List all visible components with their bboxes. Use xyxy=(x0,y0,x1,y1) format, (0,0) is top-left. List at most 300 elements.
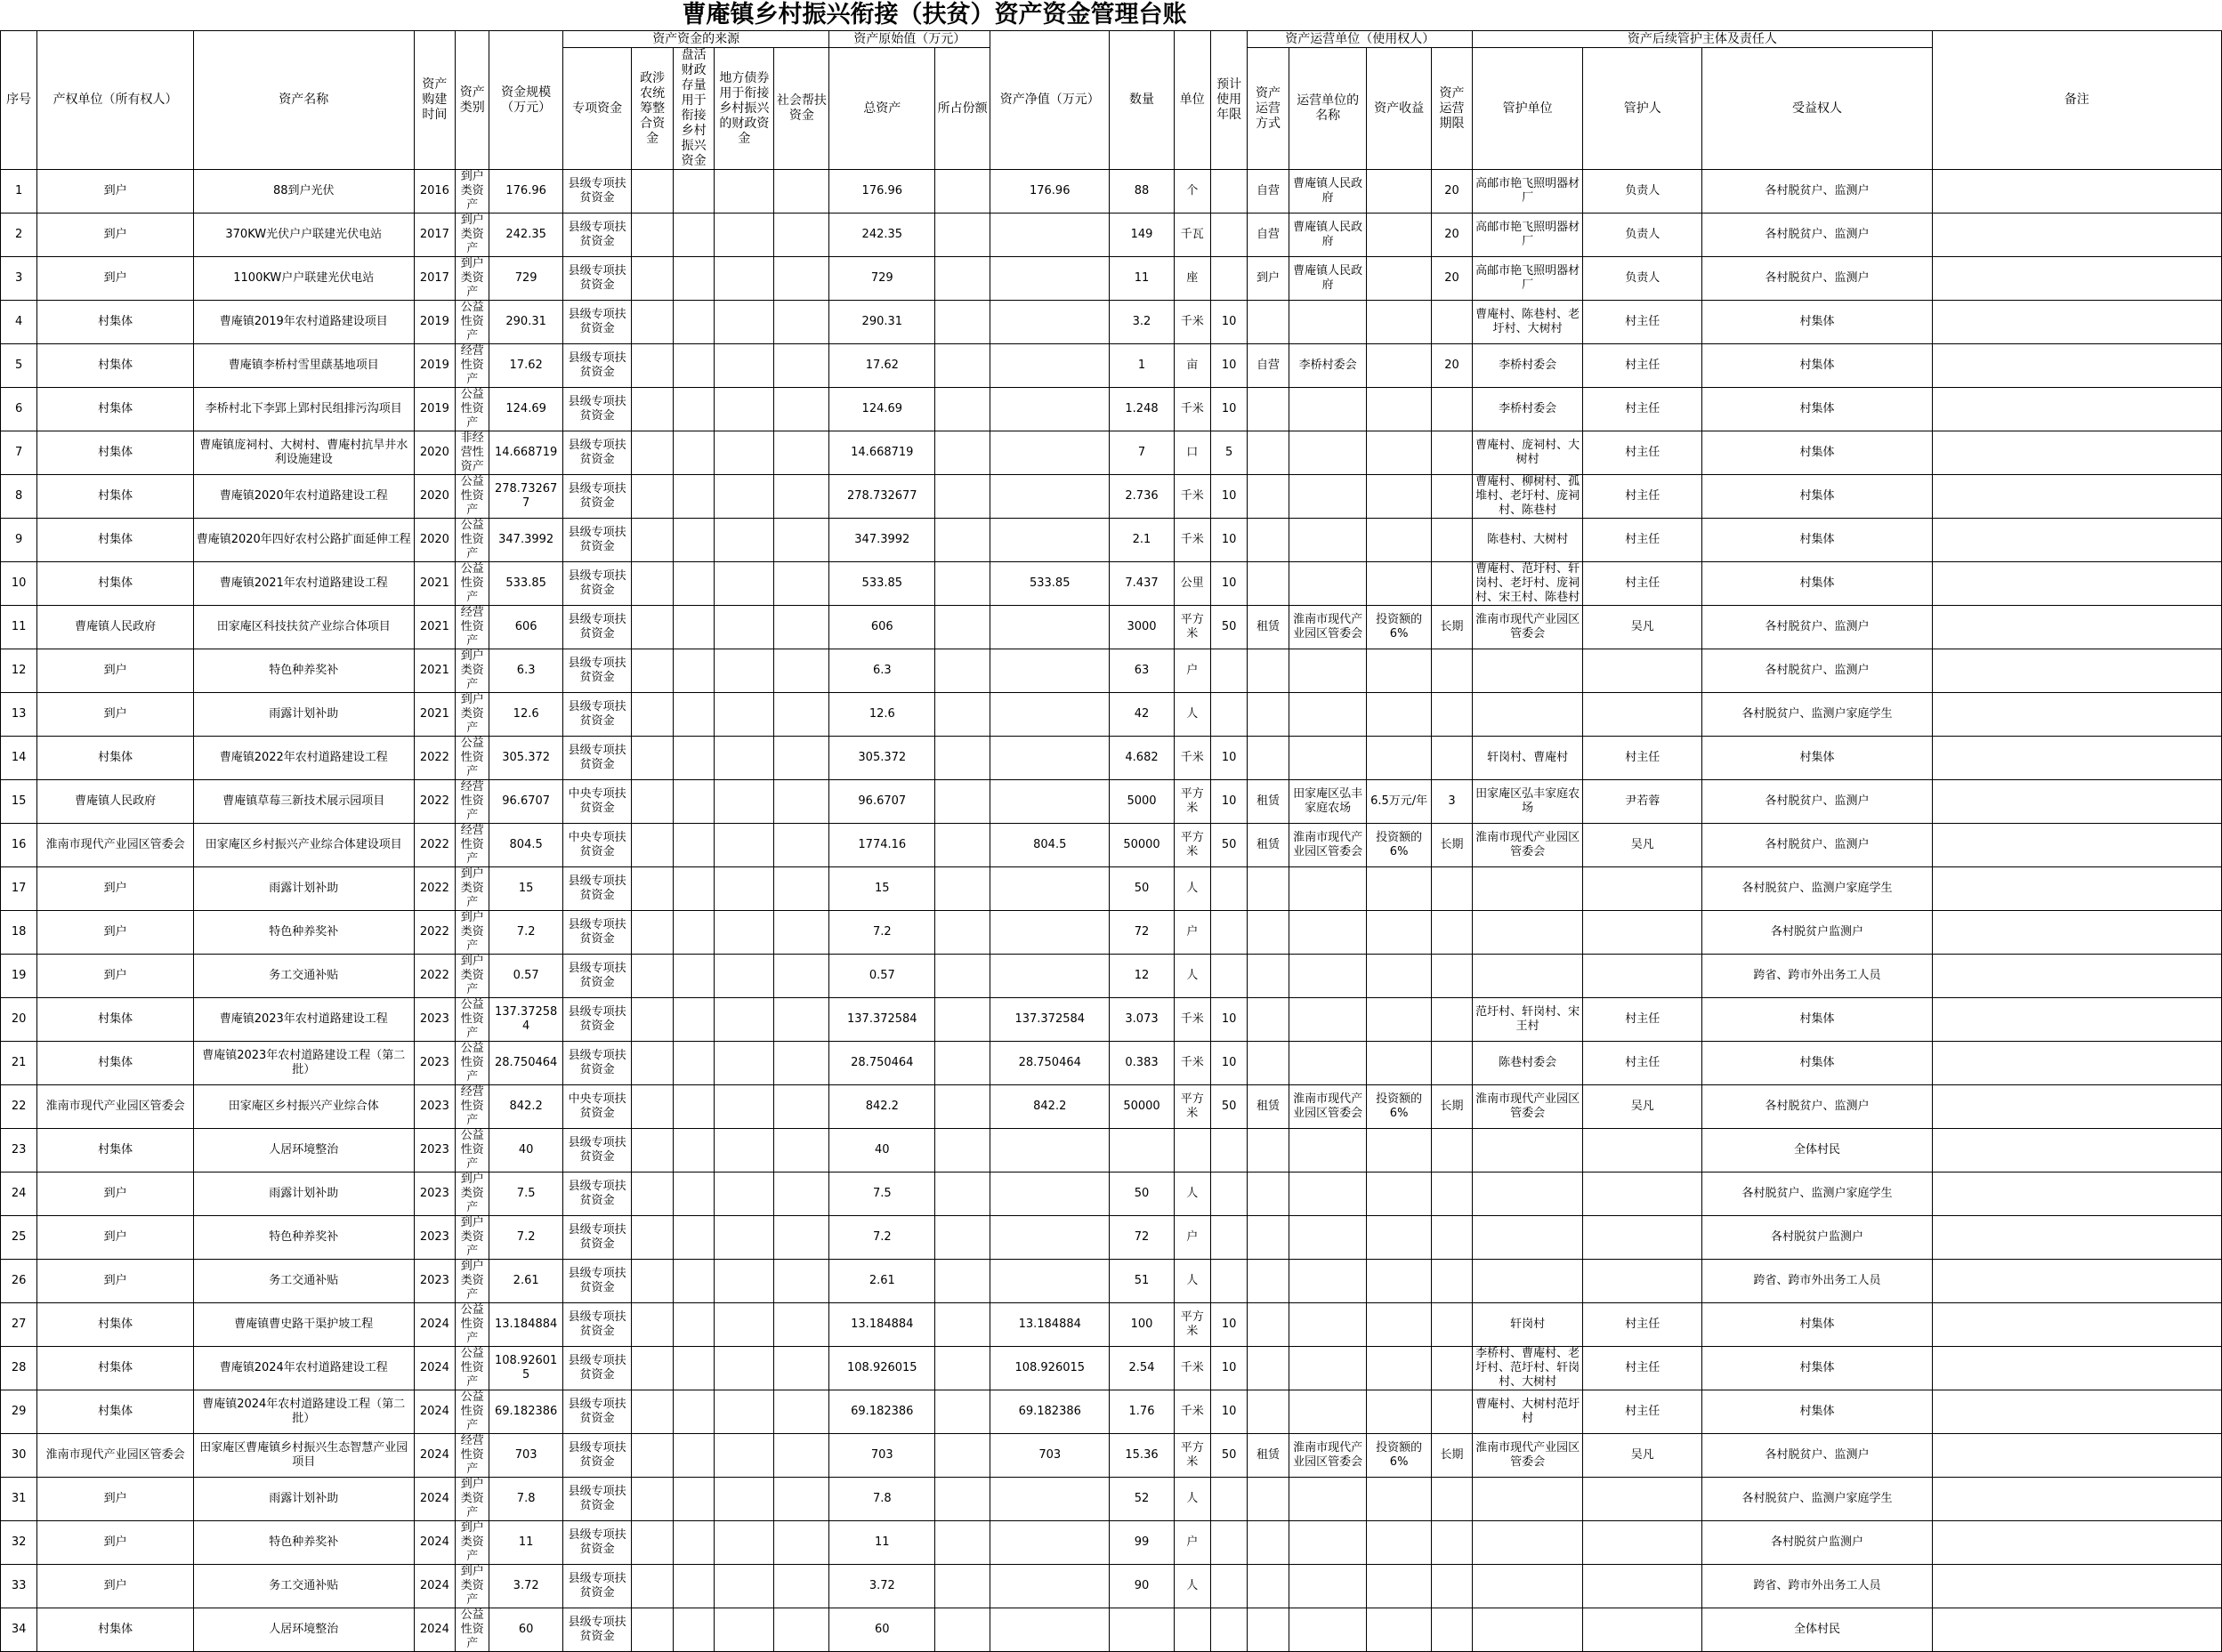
cell-local-bond xyxy=(715,1216,774,1260)
cell-maint-person xyxy=(1583,1478,1702,1521)
cell-asset-name: 田家庵区科技扶贫产业综合体项目 xyxy=(193,606,414,649)
cell-asset-name: 曹庵镇李桥村雪里蕻基地项目 xyxy=(193,344,414,388)
cell-maint-unit: 曹庵村、柳树村、孤堆村、老圩村、庞祠村、陈巷村 xyxy=(1473,475,1583,519)
cell-life: 10 xyxy=(1210,344,1247,388)
cell-unit xyxy=(1174,1129,1210,1173)
cell-fund-scale: 278.732677 xyxy=(489,475,563,519)
cell-revitalize-fund xyxy=(673,388,714,431)
cell-fund-scale: 12.6 xyxy=(489,693,563,737)
cell-total-assets: 7.2 xyxy=(829,1216,935,1260)
cell-unit: 千米 xyxy=(1174,1390,1210,1434)
cell-life xyxy=(1210,170,1247,214)
cell-category: 到户类资产 xyxy=(456,1565,489,1608)
cell-quantity: 50000 xyxy=(1110,824,1174,867)
cell-category: 到户类资产 xyxy=(456,867,489,911)
cell-category: 公益性资产 xyxy=(456,998,489,1042)
cell-op-period: 长期 xyxy=(1431,824,1472,867)
cell-quantity: 50 xyxy=(1110,1173,1174,1216)
cell-op-mode: 租赁 xyxy=(1248,1434,1289,1478)
cell-agri-fund xyxy=(632,955,673,998)
cell-income xyxy=(1367,1173,1431,1216)
cell-owner: 村集体 xyxy=(37,344,194,388)
cell-local-bond xyxy=(715,737,774,780)
cell-seq: 31 xyxy=(1,1478,37,1521)
col-header-category: 资产类别 xyxy=(456,31,489,170)
cell-op-period xyxy=(1431,867,1472,911)
cell-quantity: 100 xyxy=(1110,1303,1174,1347)
col-header-fund-scale: 资金规模（万元） xyxy=(489,31,563,170)
cell-local-bond xyxy=(715,1390,774,1434)
cell-quantity: 50 xyxy=(1110,867,1174,911)
cell-remark xyxy=(1932,388,2221,431)
cell-net-value xyxy=(990,911,1110,955)
cell-year: 2024 xyxy=(414,1521,455,1565)
cell-fund-scale: 124.69 xyxy=(489,388,563,431)
cell-local-bond xyxy=(715,1303,774,1347)
cell-op-unit xyxy=(1289,519,1367,562)
cell-social-fund xyxy=(774,301,829,344)
cell-asset-name: 田家庵区乡村振兴产业综合体 xyxy=(193,1085,414,1129)
cell-op-period: 长期 xyxy=(1431,1085,1472,1129)
cell-maint-unit: 轩岗村 xyxy=(1473,1303,1583,1347)
cell-asset-name: 曹庵镇2022年农村道路建设工程 xyxy=(193,737,414,780)
cell-revitalize-fund xyxy=(673,1085,714,1129)
cell-share-amount xyxy=(935,431,990,475)
cell-year: 2021 xyxy=(414,562,455,606)
cell-maint-unit xyxy=(1473,693,1583,737)
cell-net-value xyxy=(990,649,1110,693)
cell-revitalize-fund xyxy=(673,257,714,301)
cell-social-fund xyxy=(774,780,829,824)
cell-maint-person: 村主任 xyxy=(1583,344,1702,388)
col-header-beneficiary: 受益权人 xyxy=(1702,48,1932,170)
cell-share-amount xyxy=(935,1303,990,1347)
cell-seq: 24 xyxy=(1,1173,37,1216)
cell-net-value xyxy=(990,475,1110,519)
ledger-body xyxy=(1,170,2222,1652)
cell-maint-person: 吴凡 xyxy=(1583,606,1702,649)
cell-net-value xyxy=(990,867,1110,911)
cell-owner: 到户 xyxy=(37,911,194,955)
cell-social-fund xyxy=(774,214,829,257)
cell-unit: 个 xyxy=(1174,170,1210,214)
cell-op-unit xyxy=(1289,737,1367,780)
cell-owner: 村集体 xyxy=(37,737,194,780)
cell-asset-name: 曹庵镇2024年农村道路建设工程 xyxy=(193,1347,414,1390)
cell-year: 2021 xyxy=(414,606,455,649)
cell-special-fund: 县级专项扶贫资金 xyxy=(562,606,631,649)
cell-special-fund: 县级专项扶贫资金 xyxy=(562,1260,631,1303)
cell-maint-unit: 淮南市现代产业园区管委会 xyxy=(1473,1085,1583,1129)
cell-owner: 村集体 xyxy=(37,1390,194,1434)
cell-share-amount xyxy=(935,737,990,780)
cell-seq: 21 xyxy=(1,1042,37,1085)
cell-maint-person: 负责人 xyxy=(1583,257,1702,301)
cell-life xyxy=(1210,257,1247,301)
cell-beneficiary: 各村脱贫户、监测户 xyxy=(1702,1085,1932,1129)
cell-seq: 4 xyxy=(1,301,37,344)
cell-income xyxy=(1367,257,1431,301)
cell-share-amount xyxy=(935,1521,990,1565)
cell-owner: 到户 xyxy=(37,257,194,301)
table-row xyxy=(1,867,2222,911)
cell-maint-unit: 田家庵区弘丰家庭农场 xyxy=(1473,780,1583,824)
table-row xyxy=(1,606,2222,649)
cell-unit: 平方米 xyxy=(1174,1303,1210,1347)
cell-quantity: 11 xyxy=(1110,257,1174,301)
table-row xyxy=(1,519,2222,562)
cell-asset-name: 雨露计划补助 xyxy=(193,867,414,911)
cell-owner: 到户 xyxy=(37,1216,194,1260)
cell-life: 50 xyxy=(1210,606,1247,649)
cell-total-assets: 108.926015 xyxy=(829,1347,935,1390)
cell-remark xyxy=(1932,1434,2221,1478)
cell-special-fund: 县级专项扶贫资金 xyxy=(562,1216,631,1260)
cell-total-assets: 124.69 xyxy=(829,388,935,431)
cell-year: 2023 xyxy=(414,1173,455,1216)
cell-seq: 28 xyxy=(1,1347,37,1390)
table-row xyxy=(1,562,2222,606)
cell-local-bond xyxy=(715,1173,774,1216)
cell-share-amount xyxy=(935,1085,990,1129)
cell-share-amount xyxy=(935,214,990,257)
cell-income xyxy=(1367,1478,1431,1521)
cell-revitalize-fund xyxy=(673,780,714,824)
cell-maint-unit: 陈巷村委会 xyxy=(1473,1042,1583,1085)
cell-special-fund: 县级专项扶贫资金 xyxy=(562,911,631,955)
cell-asset-name: 务工交通补贴 xyxy=(193,1260,414,1303)
cell-seq: 8 xyxy=(1,475,37,519)
cell-income xyxy=(1367,1216,1431,1260)
cell-seq: 29 xyxy=(1,1390,37,1434)
cell-remark xyxy=(1932,824,2221,867)
cell-income xyxy=(1367,519,1431,562)
cell-agri-fund xyxy=(632,1260,673,1303)
cell-seq: 20 xyxy=(1,998,37,1042)
cell-social-fund xyxy=(774,911,829,955)
cell-revitalize-fund xyxy=(673,1608,714,1652)
cell-asset-name: 田家庵区乡村振兴产业综合体建设项目 xyxy=(193,824,414,867)
cell-beneficiary: 村集体 xyxy=(1702,301,1932,344)
cell-remark xyxy=(1932,301,2221,344)
group-header-funding-source: 资产资金的来源 xyxy=(562,31,828,48)
cell-year: 2024 xyxy=(414,1390,455,1434)
cell-life: 10 xyxy=(1210,301,1247,344)
sheet-title: 曹庵镇乡村振兴衔接（扶贫）资产资金管理台账 xyxy=(682,1,1187,28)
cell-owner: 曹庵镇人民政府 xyxy=(37,780,194,824)
cell-total-assets: 1774.16 xyxy=(829,824,935,867)
col-header-year: 资产购建时间 xyxy=(414,31,455,170)
cell-owner: 到户 xyxy=(37,1173,194,1216)
cell-maint-person: 村主任 xyxy=(1583,388,1702,431)
cell-local-bond xyxy=(715,562,774,606)
cell-social-fund xyxy=(774,1565,829,1608)
cell-life: 50 xyxy=(1210,1085,1247,1129)
cell-seq: 32 xyxy=(1,1521,37,1565)
cell-net-value xyxy=(990,431,1110,475)
cell-op-period xyxy=(1431,693,1472,737)
cell-op-mode xyxy=(1248,475,1289,519)
cell-net-value xyxy=(990,780,1110,824)
cell-remark xyxy=(1932,780,2221,824)
cell-maint-person: 村主任 xyxy=(1583,737,1702,780)
cell-net-value xyxy=(990,1521,1110,1565)
cell-asset-name: 曹庵镇2021年农村道路建设工程 xyxy=(193,562,414,606)
cell-fund-scale: 96.6707 xyxy=(489,780,563,824)
cell-social-fund xyxy=(774,1173,829,1216)
cell-category: 公益性资产 xyxy=(456,562,489,606)
cell-total-assets: 7.8 xyxy=(829,1478,935,1521)
cell-op-mode: 租赁 xyxy=(1248,606,1289,649)
cell-seq: 13 xyxy=(1,693,37,737)
cell-quantity: 50000 xyxy=(1110,1085,1174,1129)
cell-op-unit xyxy=(1289,649,1367,693)
cell-asset-name: 曹庵镇2023年农村道路建设工程（第二批） xyxy=(193,1042,414,1085)
cell-revitalize-fund xyxy=(673,867,714,911)
col-header-life: 预计使用年限 xyxy=(1210,31,1247,170)
cell-maint-person xyxy=(1583,693,1702,737)
cell-op-period xyxy=(1431,519,1472,562)
cell-income xyxy=(1367,214,1431,257)
cell-net-value: 703 xyxy=(990,1434,1110,1478)
cell-revitalize-fund xyxy=(673,1303,714,1347)
cell-total-assets: 13.184884 xyxy=(829,1303,935,1347)
cell-remark xyxy=(1932,562,2221,606)
cell-maint-unit: 轩岗村、曹庵村 xyxy=(1473,737,1583,780)
cell-op-mode: 租赁 xyxy=(1248,824,1289,867)
col-header-net-value: 资产净值（万元） xyxy=(990,31,1110,170)
cell-total-assets: 96.6707 xyxy=(829,780,935,824)
cell-share-amount xyxy=(935,170,990,214)
cell-social-fund xyxy=(774,431,829,475)
cell-income xyxy=(1367,867,1431,911)
cell-unit: 千瓦 xyxy=(1174,214,1210,257)
cell-maint-person xyxy=(1583,1173,1702,1216)
cell-agri-fund xyxy=(632,388,673,431)
cell-year: 2022 xyxy=(414,780,455,824)
cell-maint-person: 负责人 xyxy=(1583,170,1702,214)
cell-life: 10 xyxy=(1210,388,1247,431)
cell-special-fund: 县级专项扶贫资金 xyxy=(562,475,631,519)
cell-seq: 12 xyxy=(1,649,37,693)
cell-agri-fund xyxy=(632,301,673,344)
cell-revitalize-fund xyxy=(673,649,714,693)
cell-year: 2024 xyxy=(414,1303,455,1347)
cell-maint-unit: 曹庵村、大树村范圩村 xyxy=(1473,1390,1583,1434)
cell-share-amount xyxy=(935,1434,990,1478)
cell-op-unit xyxy=(1289,1260,1367,1303)
cell-life: 50 xyxy=(1210,1434,1247,1478)
cell-income xyxy=(1367,1521,1431,1565)
cell-fund-scale: 7.8 xyxy=(489,1478,563,1521)
cell-op-unit xyxy=(1289,475,1367,519)
cell-local-bond xyxy=(715,693,774,737)
cell-life: 10 xyxy=(1210,475,1247,519)
cell-local-bond xyxy=(715,1042,774,1085)
cell-owner: 到户 xyxy=(37,693,194,737)
cell-op-unit: 曹庵镇人民政府 xyxy=(1289,257,1367,301)
cell-life xyxy=(1210,1260,1247,1303)
cell-op-mode xyxy=(1248,693,1289,737)
cell-unit: 千米 xyxy=(1174,1347,1210,1390)
cell-year: 2024 xyxy=(414,1434,455,1478)
cell-share-amount xyxy=(935,1478,990,1521)
cell-unit: 人 xyxy=(1174,867,1210,911)
cell-year: 2019 xyxy=(414,388,455,431)
cell-net-value xyxy=(990,1129,1110,1173)
col-header-asset-name: 资产名称 xyxy=(193,31,414,170)
cell-share-amount xyxy=(935,1129,990,1173)
cell-special-fund: 县级专项扶贫资金 xyxy=(562,1173,631,1216)
cell-total-assets: 40 xyxy=(829,1129,935,1173)
cell-revitalize-fund xyxy=(673,344,714,388)
cell-agri-fund xyxy=(632,431,673,475)
cell-share-amount xyxy=(935,824,990,867)
cell-seq: 16 xyxy=(1,824,37,867)
table-row xyxy=(1,1521,2222,1565)
cell-fund-scale: 606 xyxy=(489,606,563,649)
cell-special-fund: 中央专项扶贫资金 xyxy=(562,1085,631,1129)
cell-op-period xyxy=(1431,301,1472,344)
cell-income xyxy=(1367,344,1431,388)
cell-category: 到户类资产 xyxy=(456,214,489,257)
cell-quantity xyxy=(1110,1129,1174,1173)
cell-owner: 村集体 xyxy=(37,388,194,431)
cell-fund-scale: 533.85 xyxy=(489,562,563,606)
cell-remark xyxy=(1932,1173,2221,1216)
cell-quantity: 1 xyxy=(1110,344,1174,388)
cell-local-bond xyxy=(715,1521,774,1565)
cell-year: 2017 xyxy=(414,214,455,257)
cell-seq: 11 xyxy=(1,606,37,649)
cell-category: 公益性资产 xyxy=(456,1303,489,1347)
cell-beneficiary: 各村脱贫户、监测户 xyxy=(1702,1434,1932,1478)
cell-life xyxy=(1210,911,1247,955)
cell-year: 2022 xyxy=(414,955,455,998)
cell-category: 公益性资产 xyxy=(456,1347,489,1390)
table-row xyxy=(1,1085,2222,1129)
cell-asset-name: 曹庵镇2020年农村道路建设工程 xyxy=(193,475,414,519)
cell-remark xyxy=(1932,1042,2221,1085)
table-row xyxy=(1,1390,2222,1434)
table-row xyxy=(1,1608,2222,1652)
cell-fund-scale: 137.372584 xyxy=(489,998,563,1042)
cell-net-value xyxy=(990,1260,1110,1303)
cell-beneficiary: 各村脱贫户、监测户 xyxy=(1702,780,1932,824)
cell-year: 2024 xyxy=(414,1565,455,1608)
cell-op-unit: 淮南市现代产业园区管委会 xyxy=(1289,606,1367,649)
cell-op-unit xyxy=(1289,867,1367,911)
cell-income: 投资额的6% xyxy=(1367,1434,1431,1478)
cell-social-fund xyxy=(774,955,829,998)
cell-unit: 座 xyxy=(1174,257,1210,301)
cell-owner: 淮南市现代产业园区管委会 xyxy=(37,1434,194,1478)
cell-op-period xyxy=(1431,1173,1472,1216)
cell-maint-person: 村主任 xyxy=(1583,301,1702,344)
cell-remark xyxy=(1932,214,2221,257)
cell-beneficiary: 各村脱贫户、监测户 xyxy=(1702,170,1932,214)
cell-remark xyxy=(1932,911,2221,955)
cell-seq: 3 xyxy=(1,257,37,301)
cell-year: 2020 xyxy=(414,519,455,562)
cell-op-mode: 自营 xyxy=(1248,170,1289,214)
cell-category: 公益性资产 xyxy=(456,519,489,562)
cell-op-unit xyxy=(1289,562,1367,606)
cell-maint-person: 村主任 xyxy=(1583,998,1702,1042)
cell-category: 经营性资产 xyxy=(456,1085,489,1129)
cell-category: 到户类资产 xyxy=(456,649,489,693)
cell-beneficiary: 村集体 xyxy=(1702,1303,1932,1347)
cell-life xyxy=(1210,1478,1247,1521)
cell-op-unit xyxy=(1289,1478,1367,1521)
cell-share-amount xyxy=(935,257,990,301)
cell-quantity: 88 xyxy=(1110,170,1174,214)
cell-net-value xyxy=(990,606,1110,649)
cell-social-fund xyxy=(774,1390,829,1434)
cell-social-fund xyxy=(774,824,829,867)
cell-fund-scale: 729 xyxy=(489,257,563,301)
cell-op-period xyxy=(1431,388,1472,431)
table-row xyxy=(1,388,2222,431)
cell-life xyxy=(1210,1608,1247,1652)
cell-remark xyxy=(1932,1129,2221,1173)
cell-special-fund: 县级专项扶贫资金 xyxy=(562,955,631,998)
cell-net-value xyxy=(990,388,1110,431)
cell-quantity: 12 xyxy=(1110,955,1174,998)
cell-income: 投资额的6% xyxy=(1367,1085,1431,1129)
cell-maint-person: 吴凡 xyxy=(1583,1434,1702,1478)
cell-owner: 村集体 xyxy=(37,301,194,344)
cell-op-period xyxy=(1431,737,1472,780)
cell-total-assets: 606 xyxy=(829,606,935,649)
cell-total-assets: 7.2 xyxy=(829,911,935,955)
cell-special-fund: 县级专项扶贫资金 xyxy=(562,519,631,562)
cell-maint-unit: 淮南市现代产业园区管委会 xyxy=(1473,1434,1583,1478)
cell-seq: 10 xyxy=(1,562,37,606)
cell-life: 10 xyxy=(1210,737,1247,780)
cell-income xyxy=(1367,1390,1431,1434)
cell-year: 2023 xyxy=(414,1216,455,1260)
cell-category: 公益性资产 xyxy=(456,1129,489,1173)
cell-special-fund: 县级专项扶贫资金 xyxy=(562,1478,631,1521)
cell-share-amount xyxy=(935,606,990,649)
cell-unit: 千米 xyxy=(1174,301,1210,344)
cell-asset-name: 曹庵镇2020年四好农村公路扩面延伸工程 xyxy=(193,519,414,562)
col-header-seq: 序号 xyxy=(1,31,37,170)
cell-special-fund: 县级专项扶贫资金 xyxy=(562,388,631,431)
cell-remark xyxy=(1932,1303,2221,1347)
cell-total-assets: 12.6 xyxy=(829,693,935,737)
cell-category: 公益性资产 xyxy=(456,388,489,431)
cell-op-mode xyxy=(1248,562,1289,606)
col-header-op-period: 资产运营期限 xyxy=(1431,48,1472,170)
cell-fund-scale: 3.72 xyxy=(489,1565,563,1608)
cell-revitalize-fund xyxy=(673,1260,714,1303)
cell-op-mode xyxy=(1248,737,1289,780)
cell-local-bond xyxy=(715,1347,774,1390)
cell-maint-unit: 高邮市艳飞照明器材厂 xyxy=(1473,214,1583,257)
cell-social-fund xyxy=(774,1521,829,1565)
table-row xyxy=(1,257,2222,301)
cell-remark xyxy=(1932,693,2221,737)
cell-beneficiary: 村集体 xyxy=(1702,431,1932,475)
cell-revitalize-fund xyxy=(673,737,714,780)
cell-local-bond xyxy=(715,170,774,214)
cell-share-amount xyxy=(935,301,990,344)
cell-fund-scale: 69.182386 xyxy=(489,1390,563,1434)
cell-income xyxy=(1367,998,1431,1042)
cell-seq: 5 xyxy=(1,344,37,388)
